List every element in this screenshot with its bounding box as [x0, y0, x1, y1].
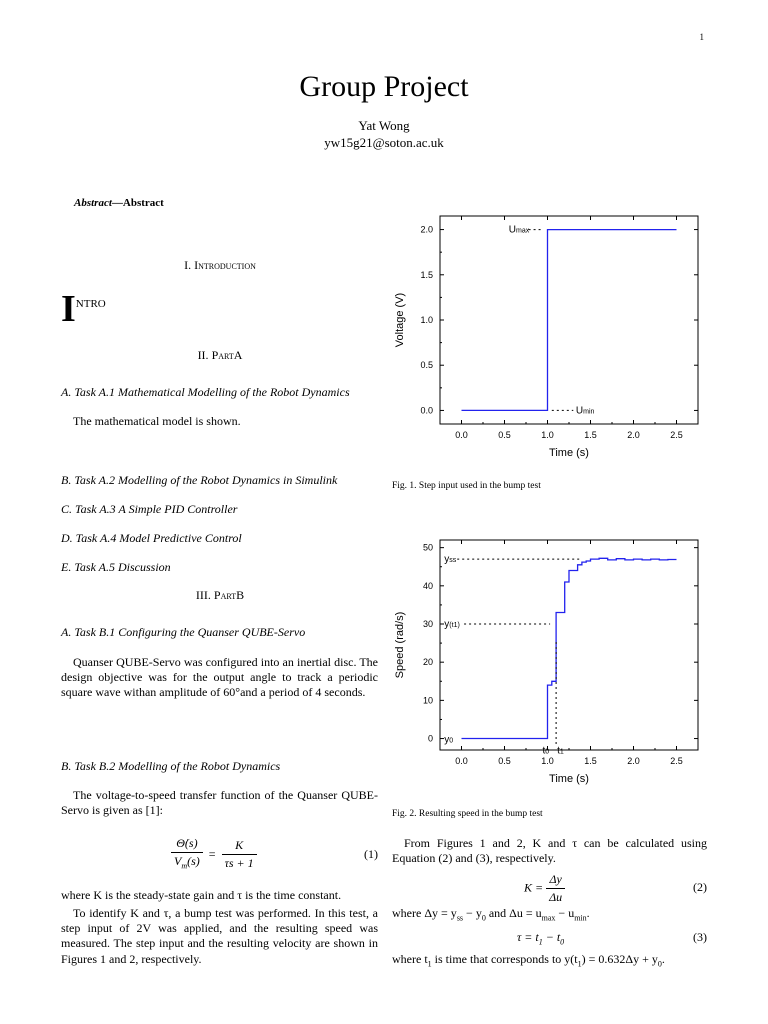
y-axis-label: Voltage (V)	[394, 292, 406, 348]
annotation-t0: t0	[542, 745, 550, 757]
x-tick-label: 0.0	[455, 430, 468, 440]
subsection-task-b1: A. Task B.1 Configuring the Quanser QUBE-Servo	[61, 625, 306, 639]
series-line	[462, 558, 677, 738]
annotation-umin: Umin	[575, 405, 595, 417]
plot-frame	[440, 216, 698, 424]
y-tick-label: 50	[422, 542, 433, 553]
author-email: yw15g21@soton.ac.uk	[324, 135, 444, 150]
y-tick-label: 1.0	[420, 315, 433, 325]
abstract-label: Abstract	[74, 197, 112, 209]
author-name: Yat Wong	[358, 118, 410, 133]
annotation-umax: Umax	[508, 224, 530, 236]
y-tick-label: 10	[422, 695, 433, 706]
annotation-t1: t1	[557, 745, 564, 757]
task-b2-paragraph: The voltage-to-speed transfer function of the Quanser QUBE-Servo is given as [1]:	[61, 788, 378, 818]
section-heading-parta: II. PartA	[197, 348, 243, 362]
series-line	[462, 230, 677, 411]
t1-definition: where $t_1$ is time that corresponds to $y(t_1) = 0.632\Delta y + y_0$.	[392, 952, 665, 969]
abstract	[74, 196, 164, 211]
x-tick-label: 2.5	[670, 430, 683, 440]
equation-2-number: (2)	[693, 880, 707, 894]
section-heading-introduction: I. Introduction	[184, 258, 256, 272]
equation-2: K = $\frac{\Delta y}{\Delta u}$ (2)	[524, 872, 707, 905]
task-a1-text: The mathematical model is shown.	[73, 414, 241, 428]
equation-3: $\tau = t_1 - t_0$ (3)	[517, 930, 707, 947]
eq1-explanation: where K is the steady-state gain and τ is the time constant.	[61, 888, 342, 902]
x-tick-label: 2.0	[627, 756, 640, 766]
y-tick-label: 30	[422, 619, 433, 629]
annotation-yt1: y(t1)	[444, 619, 460, 630]
author-block	[0, 117, 768, 151]
k-tau-paragraph: From Figures 1 and 2, K and τ can be calculated using Equation (2) and (3), respectively.	[392, 836, 707, 866]
y-tick-label: 0	[427, 733, 433, 744]
figure-1-caption: Fig. 1. Step input used in the bump test	[392, 481, 541, 491]
x-axis-label: Time (s)	[549, 447, 589, 459]
x-tick-label: 0.5	[498, 430, 511, 440]
y-tick-label: 40	[422, 580, 433, 591]
subsection-task-a2: B. Task A.2 Modelling of the Robot Dynamics in Simulink	[61, 473, 338, 487]
x-tick-label: 1.5	[584, 430, 597, 440]
x-tick-label: 0.0	[455, 756, 468, 766]
x-tick-label: 1.0	[541, 756, 554, 766]
x-axis-label: Time (s)	[549, 773, 589, 785]
bump-test-paragraph: To identify K and τ, a bump test was performed. In this test, a step input of 2V was applied, and the resulting speed was measured. The step input and the resulting velocity are shown in Figures 1 and 2, respectively.	[61, 906, 378, 966]
x-tick-label: 1.0	[541, 430, 554, 440]
section-heading-partb: III. PartB	[195, 588, 245, 602]
delta-definition: where $\Delta y = y_{ss} - y_0$ and $\Delta u = u_{max} - u_{min}$.	[392, 906, 590, 923]
equation-3-number: (3)	[693, 930, 707, 944]
abstract-dash: —	[111, 197, 123, 209]
x-tick-label: 1.5	[584, 756, 597, 766]
x-tick-label: 2.0	[627, 430, 640, 440]
equation-1-number: (1)	[364, 847, 378, 861]
page-number: 1	[699, 32, 704, 42]
intro-dropcap: I $_{NTRO}$	[61, 288, 106, 330]
y-tick-label: 2.0	[420, 224, 433, 235]
figure-1-chart	[388, 212, 706, 472]
y-tick-label: 1.5	[420, 269, 433, 280]
abstract-text: Abstract	[122, 197, 164, 209]
y-axis-label: Speed (rad/s)	[394, 611, 406, 679]
y-tick-label: 0.5	[420, 360, 433, 371]
figure-2-caption: Fig. 2. Resulting speed in the bump test	[392, 809, 543, 819]
subsection-task-a5: E. Task A.5 Discussion	[61, 560, 171, 574]
figure-2-chart	[388, 536, 706, 798]
paper-title: Group Project	[299, 70, 469, 103]
y-tick-label: 20	[422, 657, 433, 668]
y-tick-label: 0.0	[420, 405, 433, 416]
annotation-y0: y0	[444, 734, 454, 746]
x-tick-label: 0.5	[498, 756, 511, 766]
equation-1: $\frac{\Thetȧ(s)}{V_m(s)}$ = $\frac{K}{\tau s + 1}$ (1)	[61, 836, 378, 876]
subsection-task-a1: A. Task A.1 Mathematical Modelling of the Robot Dynamics	[61, 385, 350, 399]
subsection-task-a4: D. Task A.4 Model Predictive Control	[61, 531, 242, 545]
annotation-yss: yss	[444, 554, 457, 566]
subsection-task-b2: B. Task B.2 Modelling of the Robot Dynamics	[61, 759, 281, 773]
subsection-task-a3: C. Task A.3 A Simple PID Controller	[61, 502, 238, 516]
x-tick-label: 2.5	[670, 756, 683, 766]
task-b1-paragraph: Quanser QUBE-Servo was configured into an inertial disc. The design objective was for the output angle to track a periodic square wave withan amplitude of 60°and a period of 4 seconds.	[61, 655, 378, 700]
